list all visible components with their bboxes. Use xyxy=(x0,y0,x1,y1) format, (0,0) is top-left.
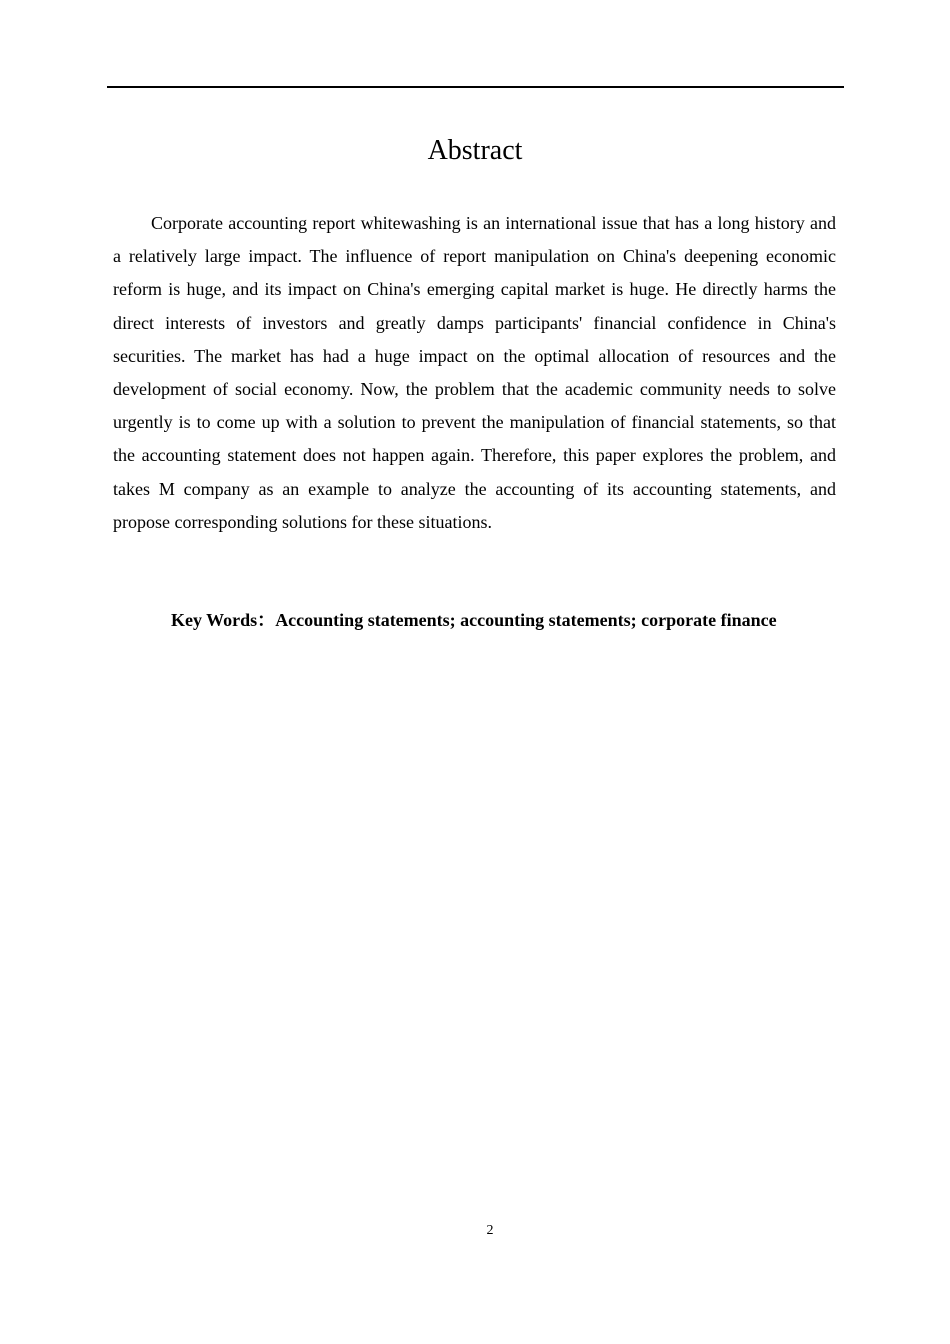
keywords-label: Key Words： xyxy=(171,610,276,630)
abstract-paragraph: Corporate accounting report whitewashing is an international issue that has a long history and a relatively large impact. The influence of report manipulation on China's deepening economic reform is huge, and its impact on China's emerging capital market is huge. He directly harms the direct interests of investors and greatly damps participants' financial confidence in China's securities. The market has had a huge impact on the optimal allocation of resources and the development of social economy. Now, the problem that the academic community needs to solve urgently is to come up with a solution to prevent the manipulation of financial statements, so that the accounting statement does not happen again. Therefore, this paper explores the problem, and takes M company as an example to analyze the accounting of its accounting statements, and propose corresponding solutions for these situations. xyxy=(113,213,836,532)
keywords-line xyxy=(171,607,851,633)
header-rule xyxy=(107,86,844,88)
keywords-text: Accounting statements; accounting statements; corporate finance xyxy=(275,610,777,630)
page-title: Abstract xyxy=(427,135,523,166)
page-number: 2 xyxy=(486,1223,494,1238)
